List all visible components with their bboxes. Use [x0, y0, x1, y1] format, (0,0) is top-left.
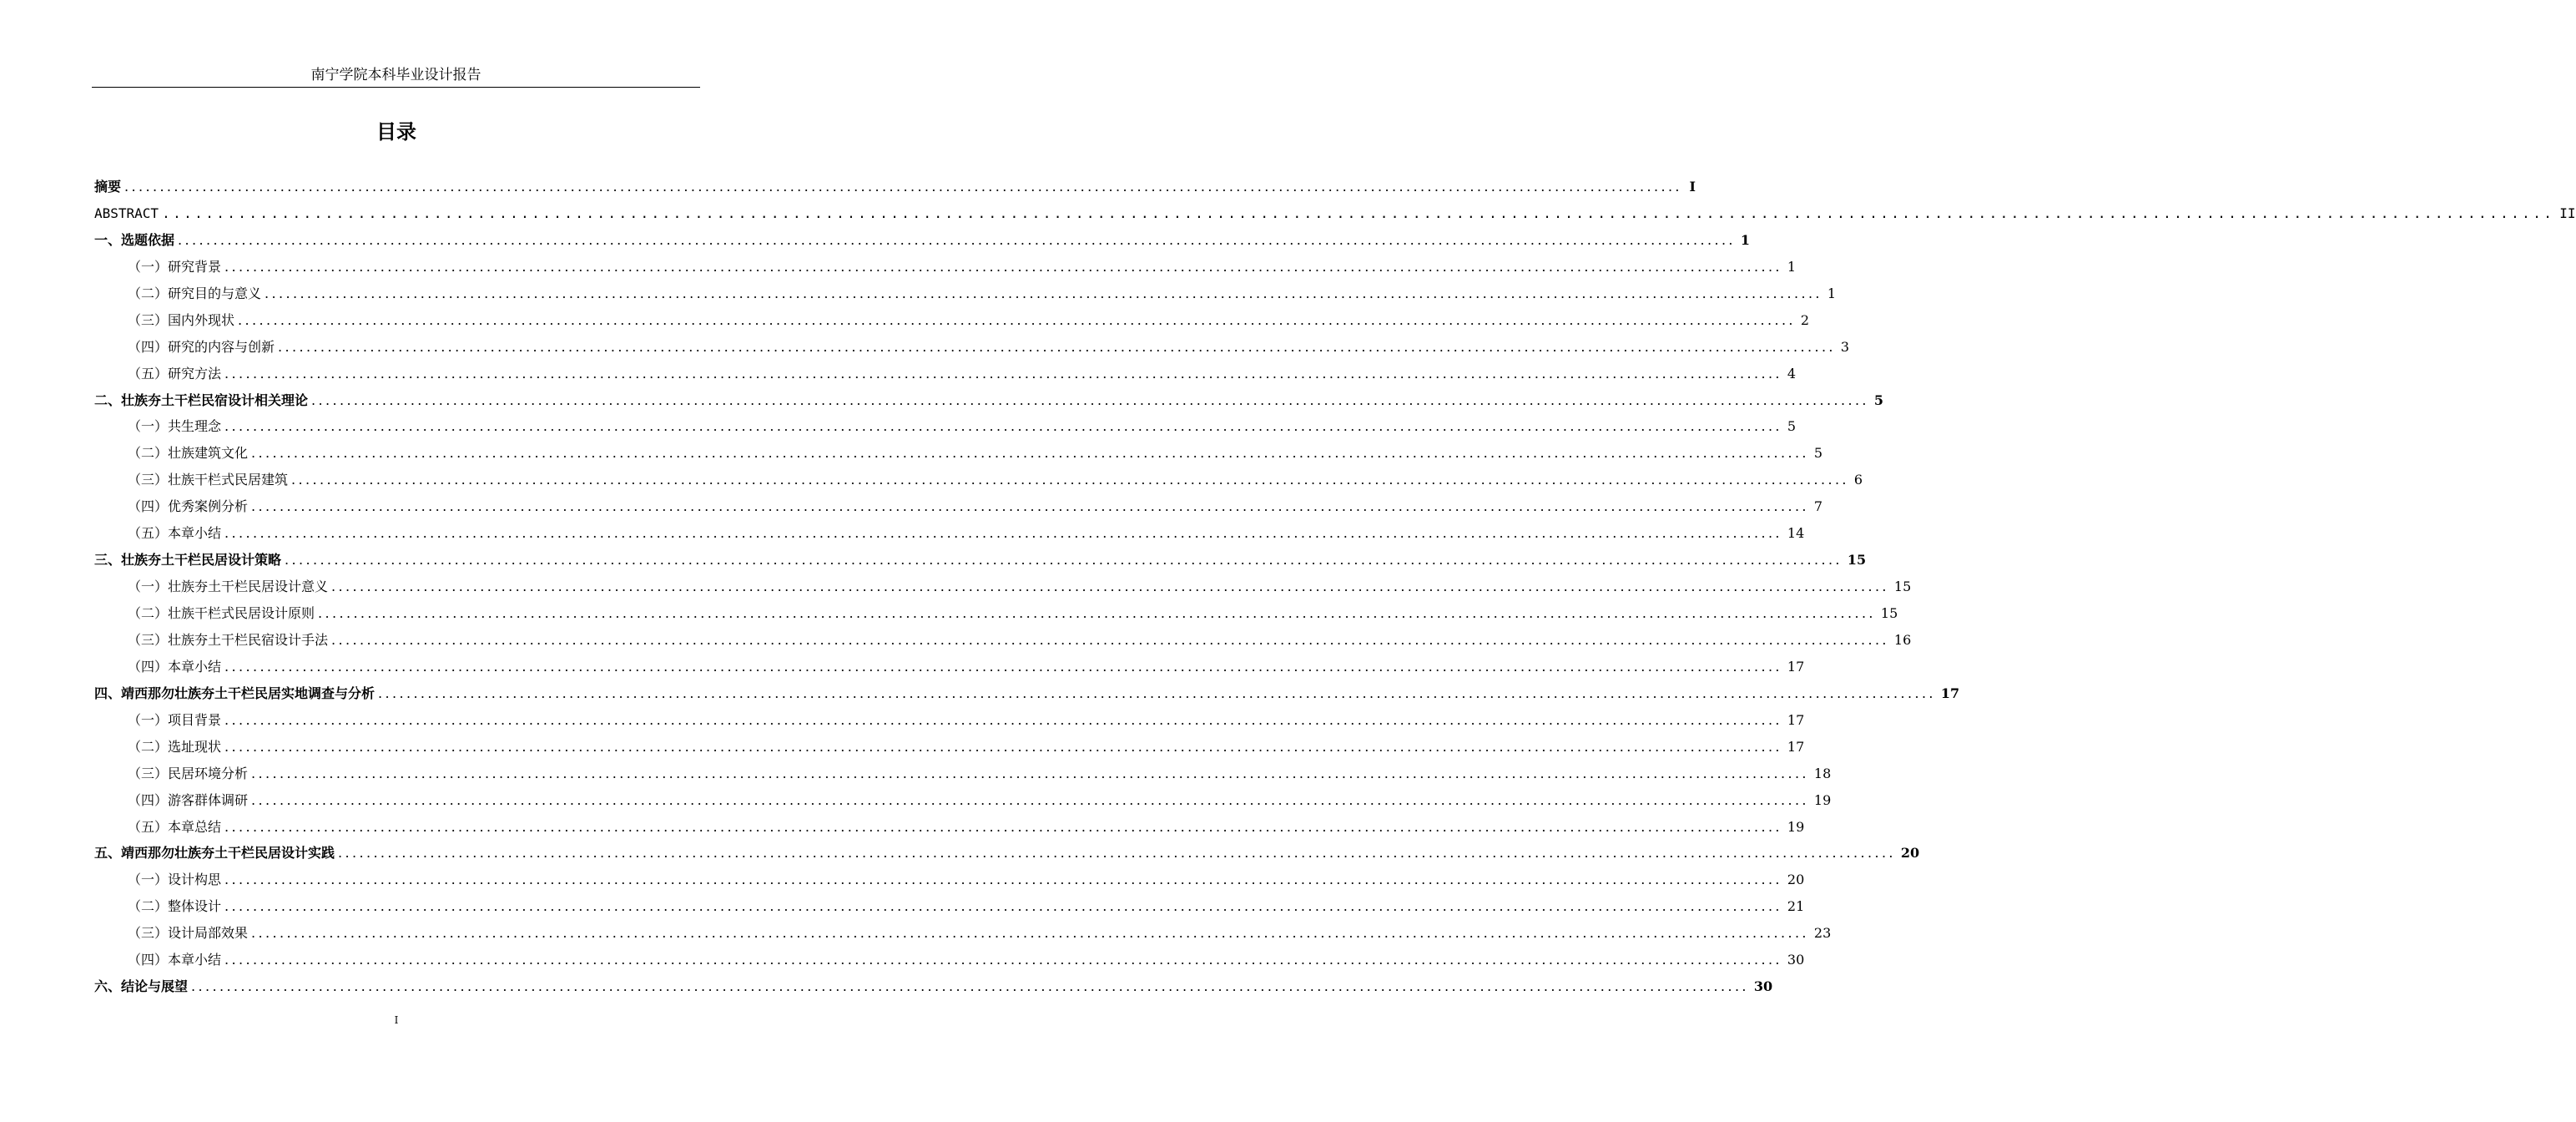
toc-section-entry[interactable]	[94, 867, 1805, 893]
toc-entry-page-number: 30	[1787, 952, 1805, 968]
toc-dot-leader: ............................................................................................................................................................................................................................	[285, 552, 1843, 569]
toc-entry-page-number: II	[2559, 205, 2576, 221]
toc-dot-leader: ............................................................................................................................................................................................................................	[224, 872, 1782, 888]
toc-section-entry[interactable]	[94, 413, 1797, 440]
toc-entry-page-number: 5	[1787, 418, 1797, 435]
toc-entry-title: （一）共生理念	[128, 418, 222, 435]
toc-section-entry[interactable]	[94, 707, 1805, 734]
toc-section-entry[interactable]	[94, 920, 1832, 947]
toc-dot-leader: ............................................................................................................................................................................................................................	[251, 445, 1809, 462]
toc-entry-page-number: 15	[1893, 579, 1912, 595]
toc-entry-page-number: 5	[1813, 445, 1823, 462]
toc-dot-leader: ............................................................................................................................................................................................................................	[291, 472, 1849, 488]
toc-entry-title: 摘要	[94, 179, 122, 195]
toc-entry-title: 五、靖西那勿壮族夯土干栏民居设计实践	[94, 845, 335, 862]
toc-dot-leader: ............................................................................................................................................................................................................................	[338, 845, 1896, 862]
toc-section-entry[interactable]	[94, 947, 1805, 973]
toc-entry-title: （二）整体设计	[128, 898, 222, 915]
toc-dot-leader: ............................................................................................................................................................................................................................	[162, 205, 2555, 221]
toc-chapter-entry[interactable]	[94, 840, 1920, 867]
toc-dot-leader: ............................................................................................................................................................................................................................	[224, 258, 1782, 275]
toc-entry-page-number: 23	[1813, 925, 1832, 942]
toc-dot-leader: ............................................................................................................................................................................................................................	[251, 791, 1809, 808]
toc-entry-title: （四）本章小结	[128, 952, 222, 968]
toc-dot-leader: ............................................................................................................................................................................................................................	[224, 711, 1782, 728]
toc-entry-title: （三）民居环境分析	[128, 765, 249, 781]
toc-dot-leader: ............................................................................................................................................................................................................................	[191, 978, 1749, 995]
toc-entry-page-number: 30	[1753, 978, 1773, 995]
toc-section-entry[interactable]	[94, 600, 1898, 627]
toc-section-entry[interactable]	[94, 307, 1810, 334]
toc-entry-page-number: 1	[1827, 285, 1837, 301]
toc-section-entry[interactable]	[94, 440, 1823, 467]
toc-entry-page-number: 17	[1787, 658, 1805, 675]
toc-section-entry[interactable]	[94, 734, 1805, 761]
toc-section-entry[interactable]	[94, 787, 1832, 814]
toc-dot-leader: ............................................................................................................................................................................................................................	[378, 685, 1936, 701]
toc-dot-leader: ............................................................................................................................................................................................................................	[224, 818, 1782, 835]
toc-dot-leader: ............................................................................................................................................................................................................................	[265, 285, 1822, 301]
footer-page-number: I	[394, 1014, 399, 1026]
toc-entry-title: 二、壮族夯土干栏民宿设计相关理论	[94, 392, 309, 408]
toc-entry-title: （四）本章小结	[128, 658, 222, 675]
toc-entry-title: （一）设计构思	[128, 872, 222, 888]
toc-chapter-entry[interactable]	[94, 174, 1696, 200]
header-title: 南宁学院本科毕业设计报告	[310, 67, 481, 83]
toc-entry-title: （一）壮族夯土干栏民居设计意义	[128, 579, 329, 595]
toc-dot-leader: ............................................................................................................................................................................................................................	[224, 898, 1782, 915]
toc-entry-page-number: 7	[1813, 498, 1823, 515]
page-footer	[0, 1012, 793, 1028]
toc-section-entry[interactable]	[94, 493, 1823, 520]
toc-entry-title: （四）研究的内容与创新	[128, 338, 275, 355]
toc-entry-title: （四）优秀案例分析	[128, 498, 249, 515]
toc-dot-leader: ............................................................................................................................................................................................................................	[224, 658, 1782, 675]
toc-entry-title: （五）本章总结	[128, 818, 222, 835]
toc-entry-page-number: 1	[1787, 258, 1797, 275]
toc-entry-page-number: 20	[1900, 845, 1920, 862]
toc-dot-leader: ............................................................................................................................................................................................................................	[124, 179, 1682, 195]
toc-dot-leader: ............................................................................................................................................................................................................................	[224, 952, 1782, 968]
toc-chapter-entry[interactable]	[94, 547, 1867, 574]
toc-dot-leader: ............................................................................................................................................................................................................................	[251, 498, 1809, 515]
toc-section-entry[interactable]	[94, 893, 1805, 920]
toc-entry-page-number: 17	[1787, 738, 1805, 755]
toc-entry-page-number: 17	[1940, 685, 1960, 701]
toc-section-entry[interactable]	[94, 627, 1912, 654]
toc-dot-leader: ............................................................................................................................................................................................................................	[224, 418, 1782, 435]
toc-entry-page-number: 17	[1787, 711, 1805, 728]
toc-entry-title: （三）壮族夯土干栏民宿设计手法	[128, 631, 329, 648]
toc-entry-title: （一）研究背景	[128, 258, 222, 275]
toc-section-entry[interactable]	[94, 761, 1832, 787]
toc-entry-page-number: 16	[1893, 631, 1912, 648]
toc-section-entry[interactable]	[94, 574, 1912, 600]
table-of-contents	[94, 174, 2576, 1000]
toc-entry-title: 一、选题依据	[94, 231, 175, 248]
toc-chapter-entry[interactable]	[94, 973, 1773, 1000]
toc-section-entry[interactable]	[94, 467, 1863, 493]
toc-entry-title: （二）壮族建筑文化	[128, 445, 249, 462]
toc-entry-page-number: 15	[1880, 605, 1898, 621]
toc-entry-page-number: 21	[1787, 898, 1805, 915]
toc-entry-title: （五）研究方法	[128, 365, 222, 382]
toc-entry-page-number: 20	[1787, 872, 1805, 888]
toc-entry-page-number: 5	[1873, 392, 1884, 408]
toc-entry-title: （二）选址现状	[128, 738, 222, 755]
toc-dot-leader: ............................................................................................................................................................................................................................	[238, 311, 1796, 328]
toc-entry-page-number: 1	[1740, 231, 1751, 248]
toc-entry-page-number: 6	[1853, 472, 1863, 488]
toc-entry-page-number: 3	[1840, 338, 1850, 355]
toc-chapter-entry[interactable]	[94, 680, 1960, 707]
toc-section-entry[interactable]	[94, 254, 1797, 280]
toc-section-entry[interactable]	[94, 654, 1805, 680]
toc-entry-title: （五）本章小结	[128, 525, 222, 542]
page-title: 目录	[376, 120, 416, 144]
toc-chapter-entry[interactable]	[94, 200, 2576, 227]
toc-entry-title: （二）壮族干栏式民居设计原则	[128, 605, 315, 621]
toc-entry-page-number: 14	[1787, 525, 1805, 542]
toc-entry-title: 三、壮族夯土干栏民居设计策略	[94, 552, 282, 569]
toc-entry-page-number: I	[1689, 179, 1696, 195]
toc-dot-leader: ............................................................................................................................................................................................................................	[331, 631, 1889, 648]
toc-entry-title: （一）项目背景	[128, 711, 222, 728]
page-header	[92, 63, 700, 88]
toc-entry-title: （三）设计局部效果	[128, 925, 249, 942]
toc-entry-title: （三）国内外现状	[128, 311, 235, 328]
toc-dot-leader: ............................................................................................................................................................................................................................	[331, 579, 1889, 595]
toc-entry-page-number: 19	[1787, 818, 1805, 835]
toc-entry-title: 六、结论与展望	[94, 978, 189, 995]
toc-entry-page-number: 18	[1813, 765, 1832, 781]
toc-dot-leader: ............................................................................................................................................................................................................................	[278, 338, 1836, 355]
toc-section-entry[interactable]	[94, 280, 1837, 307]
toc-section-entry[interactable]	[94, 814, 1805, 841]
toc-section-entry[interactable]	[94, 361, 1797, 387]
toc-dot-leader: ............................................................................................................................................................................................................................	[178, 231, 1736, 248]
toc-section-entry[interactable]	[94, 520, 1805, 547]
toc-dot-leader: ............................................................................................................................................................................................................................	[224, 365, 1782, 382]
toc-dot-leader: ............................................................................................................................................................................................................................	[224, 738, 1782, 755]
toc-dot-leader: ............................................................................................................................................................................................................................	[318, 605, 1876, 621]
toc-entry-page-number: 19	[1813, 791, 1832, 808]
toc-entry-page-number: 4	[1787, 365, 1797, 382]
toc-chapter-entry[interactable]	[94, 387, 1884, 414]
toc-dot-leader: ............................................................................................................................................................................................................................	[224, 525, 1782, 542]
toc-dot-leader: ............................................................................................................................................................................................................................	[251, 925, 1809, 942]
toc-entry-title: 四、靖西那勿壮族夯土干栏民居实地调查与分析	[94, 685, 376, 701]
toc-entry-title: ABSTRACT	[94, 205, 159, 221]
toc-entry-title: （四）游客群体调研	[128, 791, 249, 808]
toc-dot-leader: ............................................................................................................................................................................................................................	[311, 392, 1869, 408]
toc-dot-leader: ............................................................................................................................................................................................................................	[251, 765, 1809, 781]
toc-section-entry[interactable]	[94, 334, 1850, 361]
toc-entry-page-number: 2	[1800, 311, 1810, 328]
toc-entry-title: （三）壮族干栏式民居建筑	[128, 472, 289, 488]
toc-entry-title: （二）研究目的与意义	[128, 285, 262, 301]
toc-chapter-entry[interactable]	[94, 227, 1751, 254]
toc-entry-page-number: 15	[1847, 552, 1867, 569]
